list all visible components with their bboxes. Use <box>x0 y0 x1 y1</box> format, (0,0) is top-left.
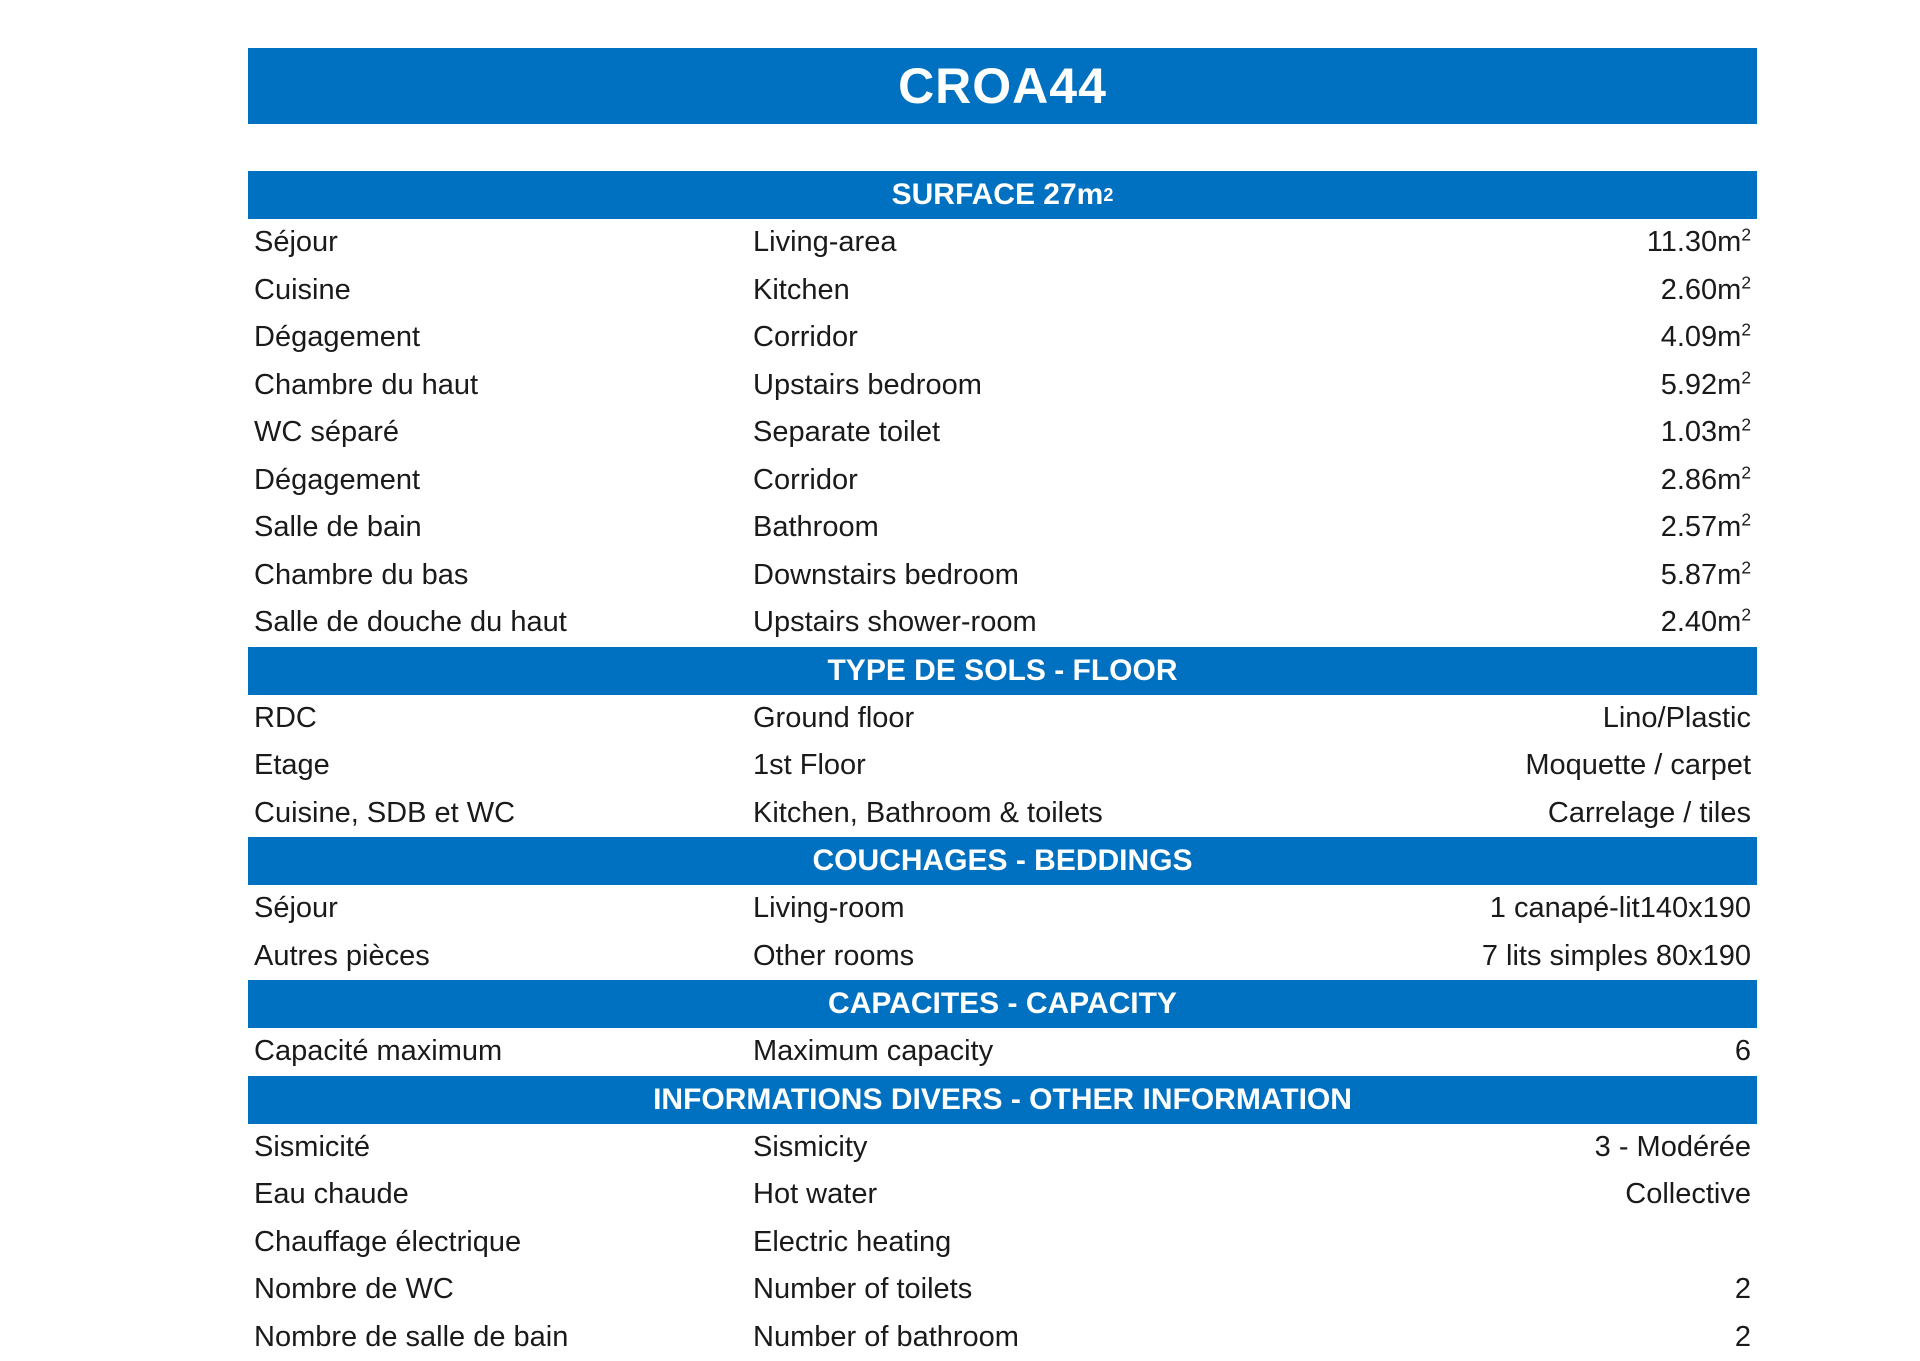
label-fr: Dégagement <box>248 464 753 497</box>
table-row <box>248 742 1757 790</box>
table-row <box>248 1028 1757 1076</box>
label-fr: Chambre du bas <box>248 559 753 592</box>
superscript: 2 <box>1741 557 1751 577</box>
table-row <box>248 790 1757 838</box>
label-fr: Chambre du haut <box>248 369 753 402</box>
value: Moquette / carpet <box>1313 749 1757 782</box>
table-row <box>248 362 1757 410</box>
section-header-beddings: COUCHAGES - BEDDINGS <box>248 837 1757 885</box>
label-fr: Salle de bain <box>248 511 753 544</box>
value: 5.92m <box>1661 369 1742 401</box>
label-fr: Autres pièces <box>248 940 753 973</box>
label-en: Maximum capacity <box>753 1035 1313 1068</box>
table-row <box>248 1219 1757 1267</box>
value: 3 - Modérée <box>1313 1131 1757 1164</box>
label-fr: Séjour <box>248 226 753 259</box>
value: Collective <box>1313 1178 1757 1211</box>
value-cell <box>1313 464 1757 497</box>
label-en: Separate toilet <box>753 416 1313 449</box>
label-en: Corridor <box>753 321 1313 354</box>
label-fr: Capacité maximum <box>248 1035 753 1068</box>
label-fr: Cuisine, SDB et WC <box>248 797 753 830</box>
superscript: 2 <box>1741 605 1751 625</box>
table-row <box>248 599 1757 647</box>
value: 11.30m <box>1647 226 1742 258</box>
label-en: 1st Floor <box>753 749 1313 782</box>
value-cell <box>1313 511 1757 544</box>
value: 2 <box>1313 1273 1757 1306</box>
label-en: Corridor <box>753 464 1313 497</box>
table-row <box>248 409 1757 457</box>
label-en: Bathroom <box>753 511 1313 544</box>
value: Carrelage / tiles <box>1313 797 1757 830</box>
label-en: Living-room <box>753 892 1313 925</box>
label-en: Living-area <box>753 226 1313 259</box>
table-row <box>248 885 1757 933</box>
value: 4.09m <box>1661 321 1742 353</box>
value-cell <box>1313 606 1757 639</box>
label-fr: Salle de douche du haut <box>248 606 753 639</box>
value: 2.86m <box>1661 464 1742 496</box>
value-cell <box>1313 226 1757 259</box>
value-cell <box>1313 559 1757 592</box>
value-cell <box>1313 416 1757 449</box>
value-cell <box>1313 369 1757 402</box>
label-fr: Séjour <box>248 892 753 925</box>
value: 2.60m <box>1661 274 1742 306</box>
label-en: Downstairs bedroom <box>753 559 1313 592</box>
value: 2 <box>1313 1321 1757 1354</box>
table-row <box>248 1171 1757 1219</box>
label-en: Upstairs shower-room <box>753 606 1313 639</box>
value: 7 lits simples 80x190 <box>1313 940 1757 973</box>
label-fr: RDC <box>248 702 753 735</box>
section-header-label: SURFACE 27m <box>892 171 1104 219</box>
label-fr: Etage <box>248 749 753 782</box>
superscript: 2 <box>1741 272 1751 292</box>
label-en: Number of toilets <box>753 1273 1313 1306</box>
section-header-surface: SURFACE 27m 2 <box>248 171 1757 219</box>
section-header-other-info: INFORMATIONS DIVERS - OTHER INFORMATION <box>248 1076 1757 1124</box>
table-row <box>248 1314 1757 1361</box>
label-en: Kitchen <box>753 274 1313 307</box>
label-en: Number of bathroom <box>753 1321 1313 1354</box>
table-row <box>248 457 1757 505</box>
page-title: CROA44 <box>248 48 1757 124</box>
value: 6 <box>1313 1035 1757 1068</box>
label-fr: Eau chaude <box>248 1178 753 1211</box>
label-fr: Chauffage électrique <box>248 1226 753 1259</box>
superscript: 2 <box>1741 367 1751 387</box>
label-fr: Nombre de WC <box>248 1273 753 1306</box>
label-en: Other rooms <box>753 940 1313 973</box>
label-fr: Sismicité <box>248 1131 753 1164</box>
label-en: Kitchen, Bathroom & toilets <box>753 797 1313 830</box>
value: 5.87m <box>1661 559 1742 591</box>
value: 2.57m <box>1661 511 1742 543</box>
value: Lino/Plastic <box>1313 702 1757 735</box>
section-header-floor: TYPE DE SOLS - FLOOR <box>248 647 1757 695</box>
label-fr: Dégagement <box>248 321 753 354</box>
superscript: 2 <box>1741 415 1751 435</box>
label-en: Ground floor <box>753 702 1313 735</box>
label-en: Electric heating <box>753 1226 1313 1259</box>
table-row <box>248 552 1757 600</box>
superscript: 2 <box>1741 320 1751 340</box>
table-row <box>248 695 1757 743</box>
table-row <box>248 1124 1757 1172</box>
superscript: 2 <box>1741 462 1751 482</box>
value: 1 canapé-lit140x190 <box>1313 892 1757 925</box>
label-en: Sismicity <box>753 1131 1313 1164</box>
value-cell <box>1313 321 1757 354</box>
table-row <box>248 267 1757 315</box>
info-table <box>248 171 1757 1361</box>
label-en: Upstairs bedroom <box>753 369 1313 402</box>
value-cell <box>1313 274 1757 307</box>
value: 1.03m <box>1661 416 1742 448</box>
value: 2.40m <box>1661 606 1742 638</box>
label-fr: Cuisine <box>248 274 753 307</box>
section-header-capacity: CAPACITES - CAPACITY <box>248 980 1757 1028</box>
table-row <box>248 314 1757 362</box>
label-fr: Nombre de salle de bain <box>248 1321 753 1354</box>
label-en: Hot water <box>753 1178 1313 1211</box>
table-row <box>248 1266 1757 1314</box>
superscript: 2 <box>1741 510 1751 530</box>
table-row <box>248 933 1757 981</box>
superscript: 2 <box>1741 225 1751 245</box>
table-row <box>248 219 1757 267</box>
label-fr: WC séparé <box>248 416 753 449</box>
table-row <box>248 504 1757 552</box>
